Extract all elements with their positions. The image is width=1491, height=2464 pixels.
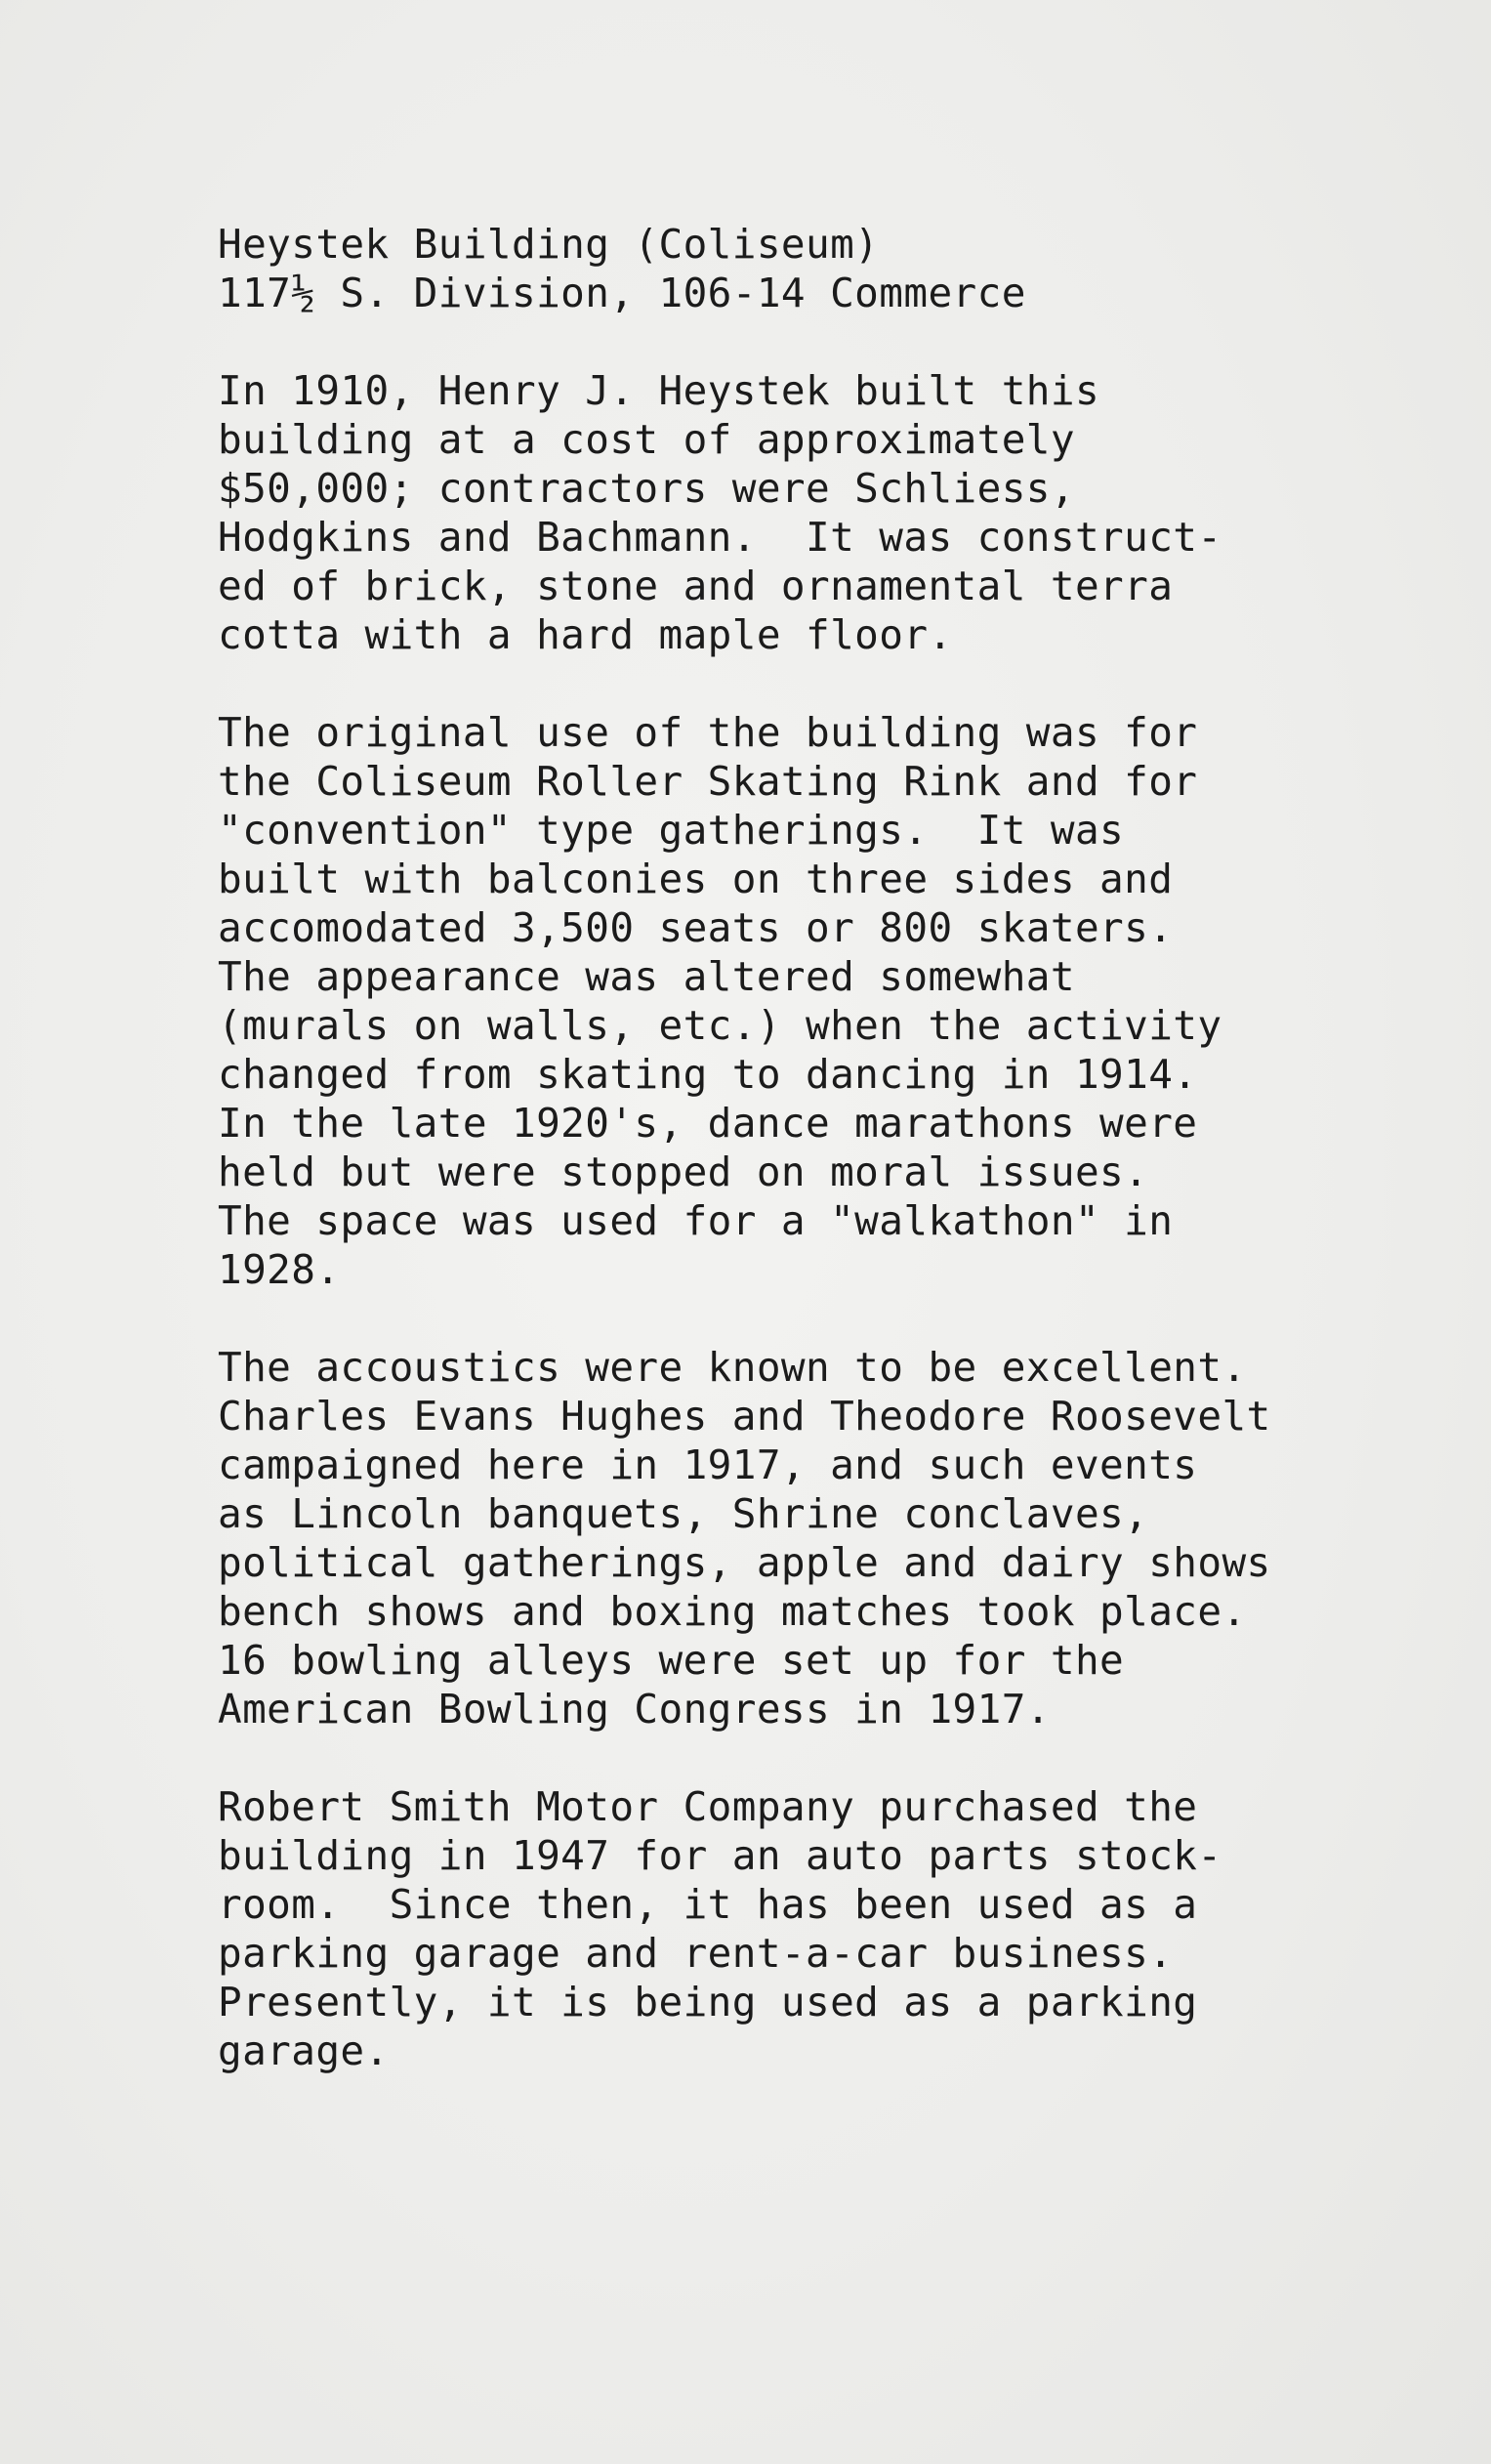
paragraph-acoustics: The accoustics were known to be excellent. Charles Evans Hughes and Theodore Roosevelt campaigned here in 1917, and such events as Lincoln banquets, Shrine conclaves, political gatherings, apple and dairy shows bench shows and boxing matches took place. 16 bowling alleys were set up for the American Bowling Congress in 1917. bbox=[218, 1344, 1271, 1733]
building-address: 117½ S. Division, 106-14 Commerce bbox=[218, 270, 1026, 316]
document-body bbox=[218, 220, 1477, 2075]
building-title: Heystek Building (Coliseum) bbox=[218, 221, 880, 268]
paragraph-original-use: The original use of the building was for the Coliseum Roller Skating Rink and for "convention" type gatherings. It was built with balconies on three sides and accomodated 3,500 seats or 800 skaters. The appearance was altered somewhat (murals on walls, etc.) when the activity changed from skating to dancing in 1914. In the late 1920's, dance marathons were held but were stopped on moral issues. The space was used for a "walkathon" in 1928. bbox=[218, 709, 1222, 1293]
paragraph-later-use: Robert Smith Motor Company purchased the building in 1947 for an auto parts stock- room. Since then, it has been used as a parking garage and rent-a-car business. Presently, it is being used as a parking garage. bbox=[218, 1783, 1222, 2074]
paragraph-construction: In 1910, Henry J. Heystek built this building at a cost of approximately $50,000; contractors were Schliess, Hodgkins and Bachmann. It was construct- ed of brick, stone and ornamental terra cotta with a hard maple floor. bbox=[218, 367, 1222, 658]
